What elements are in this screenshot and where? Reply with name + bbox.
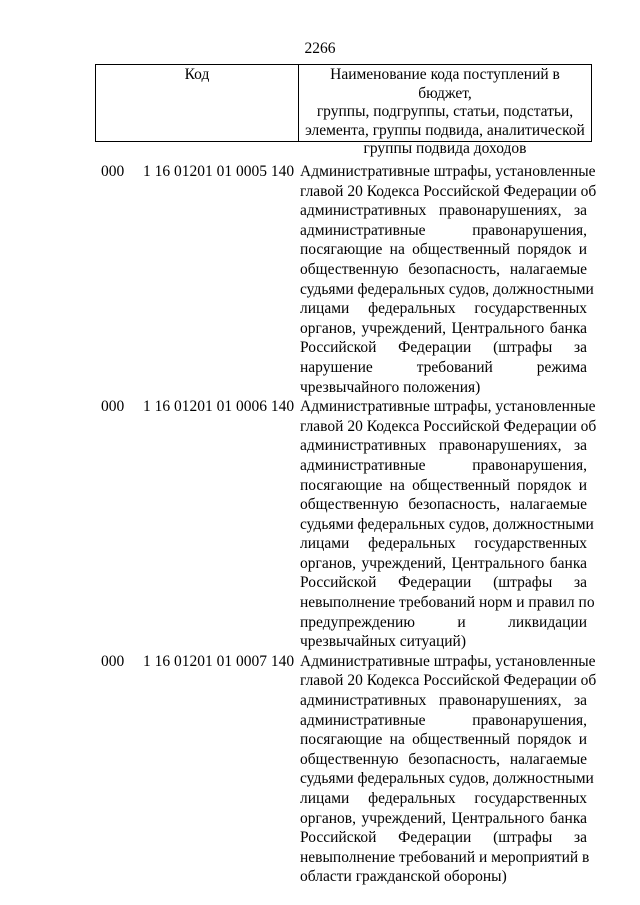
description-line: Российской Федерации (штрафы за xyxy=(300,829,587,847)
admin-code: 000 xyxy=(101,163,125,180)
description-line: Административные штрафы, установленные xyxy=(300,398,596,416)
description-line: главой 20 Кодекса Российской Федерации об xyxy=(300,417,597,435)
description-line: административные правонарушения, xyxy=(300,711,587,729)
revenue-description xyxy=(300,652,597,887)
description-line: общественную безопасность, налагаемые xyxy=(300,260,587,278)
description-line: главой 20 Кодекса Российской Федерации об xyxy=(300,182,597,200)
description-line: общественную безопасность, налагаемые xyxy=(300,750,587,768)
revenue-description xyxy=(300,162,597,397)
table-row xyxy=(0,162,640,397)
description-line: административных правонарушениях, за xyxy=(300,202,587,220)
description-line: судьями федеральных судов, должностными xyxy=(300,280,594,298)
description-line: посягающие на общественный порядок и xyxy=(300,476,587,494)
description-line: нарушение требований режима xyxy=(300,358,587,376)
description-line: административных правонарушениях, за xyxy=(300,437,587,455)
description-line: административные правонарушения, xyxy=(300,456,587,474)
description-line: административные правонарушения, xyxy=(300,221,587,239)
revenue-code: 1 16 01201 01 0005 140 xyxy=(143,163,295,180)
description-line: главой 20 Кодекса Российской Федерации об xyxy=(300,672,597,690)
description-line: органов, учреждений, Центрального банка xyxy=(300,809,587,827)
description-line: Административные штрафы, установленные xyxy=(300,163,596,180)
description-line: Российской Федерации (штрафы за xyxy=(300,574,587,592)
page-number: 2266 xyxy=(304,40,336,57)
description-line: предупреждению и ликвидации xyxy=(300,613,587,631)
revenue-code: 1 16 01201 01 0006 140 xyxy=(143,398,295,416)
table-row xyxy=(0,652,640,887)
description-line: области гражданской обороны) xyxy=(300,868,507,886)
description-line: органов, учреждений, Центрального банка xyxy=(300,554,587,572)
description-line: чрезвычайных ситуаций) xyxy=(300,633,466,651)
description-line: лицами федеральных государственных xyxy=(300,790,587,807)
table-row xyxy=(0,397,640,652)
description-line: невыполнение требований и мероприятий в xyxy=(300,848,590,866)
description-line: административных правонарушениях, за xyxy=(300,692,587,710)
admin-code: 000 xyxy=(101,652,125,670)
revenue-code: 1 16 01201 01 0007 140 xyxy=(143,652,295,670)
header-name-line: группы подвида доходов xyxy=(363,140,527,157)
description-line: Российской Федерации (штрафы за xyxy=(300,339,587,357)
description-line: Административные штрафы, установленные xyxy=(300,652,596,670)
description-line: лицами федеральных государственных xyxy=(300,535,587,553)
admin-code: 000 xyxy=(101,398,125,416)
description-line: посягающие на общественный порядок и xyxy=(300,731,587,749)
description-line: лицами федеральных государственных xyxy=(300,300,587,318)
table-body xyxy=(0,162,640,887)
description-line: судьями федеральных судов, должностными xyxy=(300,770,594,788)
header-name-column xyxy=(299,65,591,157)
description-line: невыполнение требований норм и правил по xyxy=(300,594,595,612)
header-name-line: группы, подгруппы, статьи, подстатьи, xyxy=(316,103,574,120)
description-line: общественную безопасность, налагаемые xyxy=(300,496,587,514)
description-line: посягающие на общественный порядок и xyxy=(300,241,587,259)
description-line: чрезвычайного положения) xyxy=(300,378,481,396)
header-name-line: Наименование кода поступлений в бюджет, xyxy=(330,66,560,102)
table-header xyxy=(95,64,592,157)
description-line: судьями федеральных судов, должностными xyxy=(300,515,594,533)
header-name-line: элемента, группы подвида, аналитической xyxy=(305,121,585,139)
description-line: органов, учреждений, Центрального банка xyxy=(300,319,587,337)
revenue-description xyxy=(300,397,597,652)
header-code-column: Код xyxy=(96,65,299,141)
